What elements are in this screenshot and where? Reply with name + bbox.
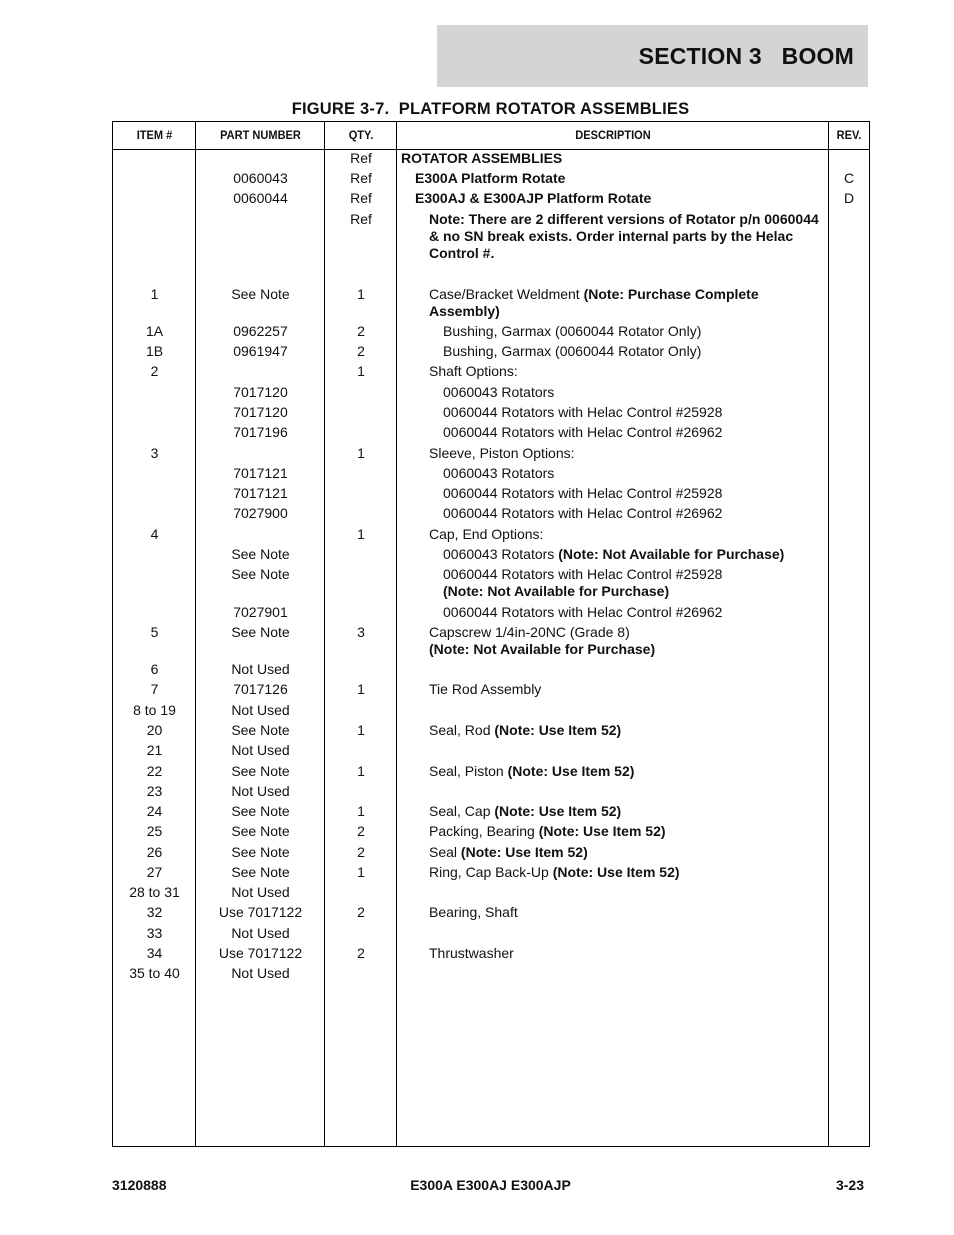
description-cell (397, 211, 829, 262)
part-number-cell: See Note (231, 546, 290, 562)
part-number-cell: Not Used (231, 661, 290, 677)
part-number-cell: 0060043 (233, 170, 288, 186)
header-quantity: QTY. (348, 128, 374, 142)
revision-cell: D (843, 190, 855, 206)
part-number-cell: 7027901 (233, 604, 288, 620)
description-text: 0060044 Rotators with Helac Control #25928 (443, 485, 723, 501)
description-cell (397, 681, 829, 698)
part-number-cell: See Note (231, 823, 290, 839)
doc-number: 3120888 (112, 1177, 167, 1193)
part-number-cell: Not Used (231, 965, 290, 981)
description-text: 0060043 Rotators (443, 465, 555, 481)
part-number-cell: See Note (231, 803, 290, 819)
quantity-cell: 1 (357, 803, 365, 819)
description-cell (397, 286, 829, 320)
description-cell (397, 190, 829, 207)
description-note: (Note: Purchase Complete Assembly) (429, 286, 759, 319)
part-number-cell: See Note (231, 722, 290, 738)
description-text: Shaft Options: (429, 363, 518, 379)
item-number-cell: 34 (146, 945, 163, 961)
header-item-number: ITEM # (136, 128, 173, 142)
part-number-cell: Not Used (231, 783, 290, 799)
description-text: 0060043 Rotators (443, 546, 559, 562)
part-number-cell: Use 7017122 (218, 945, 303, 961)
item-number-cell: 21 (146, 742, 163, 758)
description-cell (397, 384, 829, 401)
item-number-cell: 32 (146, 904, 163, 920)
description-cell (397, 343, 829, 360)
item-number-cell: 1 (150, 286, 159, 302)
revision-cell: C (843, 170, 855, 186)
description-cell (397, 823, 829, 840)
part-number-cell: 7027900 (233, 505, 288, 521)
item-number-cell: 5 (150, 624, 159, 640)
quantity-cell: 1 (357, 286, 365, 302)
part-number-cell: 0961947 (233, 343, 288, 359)
description-text: E300AJ & E300AJP Platform Rotate (415, 190, 652, 206)
part-number-cell: See Note (231, 864, 290, 880)
description-cell (397, 170, 829, 187)
description-cell (397, 722, 829, 739)
description-cell (397, 363, 829, 380)
description-text: 0060044 Rotators with Helac Control #26962 (443, 604, 723, 620)
part-number-cell: Not Used (231, 742, 290, 758)
quantity-cell: Ref (350, 170, 372, 186)
description-cell (397, 566, 829, 600)
description-text: Sleeve, Piston Options: (429, 445, 575, 461)
part-number-cell: See Note (231, 286, 290, 302)
part-number-cell: See Note (231, 844, 290, 860)
model-list: E300A E300AJ E300AJP (410, 1177, 571, 1193)
description-cell (397, 485, 829, 502)
description-note: (Note: Use Item 52) (460, 844, 588, 860)
quantity-cell: 1 (357, 526, 365, 542)
quantity-cell: 2 (357, 945, 365, 961)
description-note: (Note: Use Item 52) (507, 763, 635, 779)
item-number-cell: 20 (146, 722, 163, 738)
item-number-cell: 6 (150, 661, 159, 677)
quantity-cell: 2 (357, 343, 365, 359)
item-number-cell: 24 (146, 803, 163, 819)
description-text: 0060044 Rotators with Helac Control #25928 (443, 404, 723, 420)
quantity-cell: Ref (350, 150, 372, 166)
description-text: E300A Platform Rotate (415, 170, 566, 186)
item-number-cell: 35 to 40 (129, 965, 180, 981)
item-number-cell: 7 (150, 681, 159, 697)
item-number-cell: 26 (146, 844, 163, 860)
part-number-cell: 7017196 (233, 424, 288, 440)
item-number-cell: 23 (146, 783, 163, 799)
description-cell (397, 844, 829, 861)
description-note: (Note: Not Available for Purchase) (558, 546, 785, 562)
description-text: Tie Rod Assembly (429, 681, 542, 697)
part-number-cell: 0060044 (233, 190, 288, 206)
item-number-cell: 4 (150, 526, 159, 542)
description-text: 0060043 Rotators (443, 384, 555, 400)
quantity-cell: 2 (357, 844, 365, 860)
description-text: ROTATOR ASSEMBLIES (401, 150, 563, 166)
item-number-cell: 25 (146, 823, 163, 839)
section-banner (437, 25, 868, 87)
description-text: Seal, Piston (429, 763, 508, 779)
figure-title: FIGURE 3-7. PLATFORM ROTATOR ASSEMBLIES (291, 100, 690, 118)
description-text: Packing, Bearing (429, 823, 539, 839)
description-note: (Note: Not Available for Purchase) (443, 583, 670, 599)
quantity-cell: Ref (350, 190, 372, 206)
item-number-cell: 2 (150, 363, 159, 379)
description-text: 0060044 Rotators with Helac Control #26962 (443, 424, 723, 440)
item-number-cell: 1B (145, 343, 164, 359)
description-text: Note: There are 2 different versions of Rotator p/n 0060044 & no SN break exists. Order internal parts by the Helac Control #. (429, 211, 819, 261)
part-number-cell: Use 7017122 (218, 904, 303, 920)
quantity-cell: 1 (357, 445, 365, 461)
part-number-cell: 7017121 (233, 485, 288, 501)
description-text: Bushing, Garmax (0060044 Rotator Only) (443, 343, 702, 359)
description-text: Seal, Rod (429, 722, 495, 738)
part-number-cell: Not Used (231, 884, 290, 900)
item-number-cell: 22 (146, 763, 163, 779)
description-text: Ring, Cap Back-Up (429, 864, 553, 880)
header-revision: REV. (836, 128, 862, 142)
description-cell (397, 526, 829, 543)
quantity-cell: Ref (350, 211, 372, 227)
part-number-cell: 0962257 (233, 323, 288, 339)
part-number-cell: See Note (231, 624, 290, 640)
description-text: Seal, Cap (429, 803, 495, 819)
description-cell (397, 424, 829, 441)
header-part-number: PART NUMBER (220, 128, 301, 142)
description-text: Bearing, Shaft (429, 904, 518, 920)
item-number-cell: 28 to 31 (129, 884, 180, 900)
description-text: 0060044 Rotators with Helac Control #26962 (443, 505, 723, 521)
quantity-cell: 3 (357, 624, 365, 640)
description-cell (397, 604, 829, 621)
part-number-cell: 7017126 (233, 681, 288, 697)
quantity-cell: 1 (357, 363, 365, 379)
part-number-cell: 7017121 (233, 465, 288, 481)
part-number-cell: See Note (231, 566, 290, 582)
description-cell (397, 904, 829, 921)
description-note: (Note: Use Item 52) (552, 864, 680, 880)
description-cell (397, 763, 829, 780)
section-title: SECTION 3 BOOM (638, 42, 854, 69)
item-number-cell: 8 to 19 (133, 702, 176, 718)
parts-table (112, 121, 870, 1147)
description-text: 0060044 Rotators with Helac Control #25928 (443, 566, 723, 582)
description-note: (Note: Use Item 52) (494, 803, 622, 819)
part-number-cell: Not Used (231, 702, 290, 718)
part-number-cell: See Note (231, 763, 290, 779)
item-number-cell: 33 (146, 925, 163, 941)
quantity-cell: 1 (357, 864, 365, 880)
quantity-cell: 2 (357, 904, 365, 920)
quantity-cell: 2 (357, 323, 365, 339)
quantity-cell: 1 (357, 722, 365, 738)
description-text: Bushing, Garmax (0060044 Rotator Only) (443, 323, 702, 339)
description-text: Thrustwasher (429, 945, 514, 961)
description-cell (397, 864, 829, 881)
description-cell (397, 323, 829, 340)
description-note: (Note: Not Available for Purchase) (429, 641, 656, 657)
quantity-cell: 1 (357, 681, 365, 697)
description-cell (397, 945, 829, 962)
item-number-cell: 1A (145, 323, 164, 339)
description-note: (Note: Use Item 52) (538, 823, 666, 839)
quantity-cell: 1 (357, 763, 365, 779)
part-number-cell: 7017120 (233, 384, 288, 400)
item-number-cell: 3 (150, 445, 159, 461)
description-note: (Note: Use Item 52) (494, 722, 622, 738)
description-text: Seal (429, 844, 461, 860)
description-cell (397, 803, 829, 820)
quantity-cell: 2 (357, 823, 365, 839)
table-header-row (113, 122, 869, 150)
description-text: Capscrew 1/4in-20NC (Grade 8) (429, 624, 630, 640)
description-text: Cap, End Options: (429, 526, 544, 542)
part-number-cell: Not Used (231, 925, 290, 941)
part-number-cell: 7017120 (233, 404, 288, 420)
header-description: DESCRIPTION (575, 128, 651, 142)
description-text: Case/Bracket Weldment (429, 286, 584, 302)
description-cell (397, 546, 829, 563)
description-cell (397, 404, 829, 421)
description-cell (397, 624, 829, 658)
page-number: 3-23 (835, 1177, 864, 1193)
description-cell (397, 150, 829, 167)
item-number-cell: 27 (146, 864, 163, 880)
description-cell (397, 465, 829, 482)
description-cell (397, 505, 829, 522)
description-cell (397, 445, 829, 462)
